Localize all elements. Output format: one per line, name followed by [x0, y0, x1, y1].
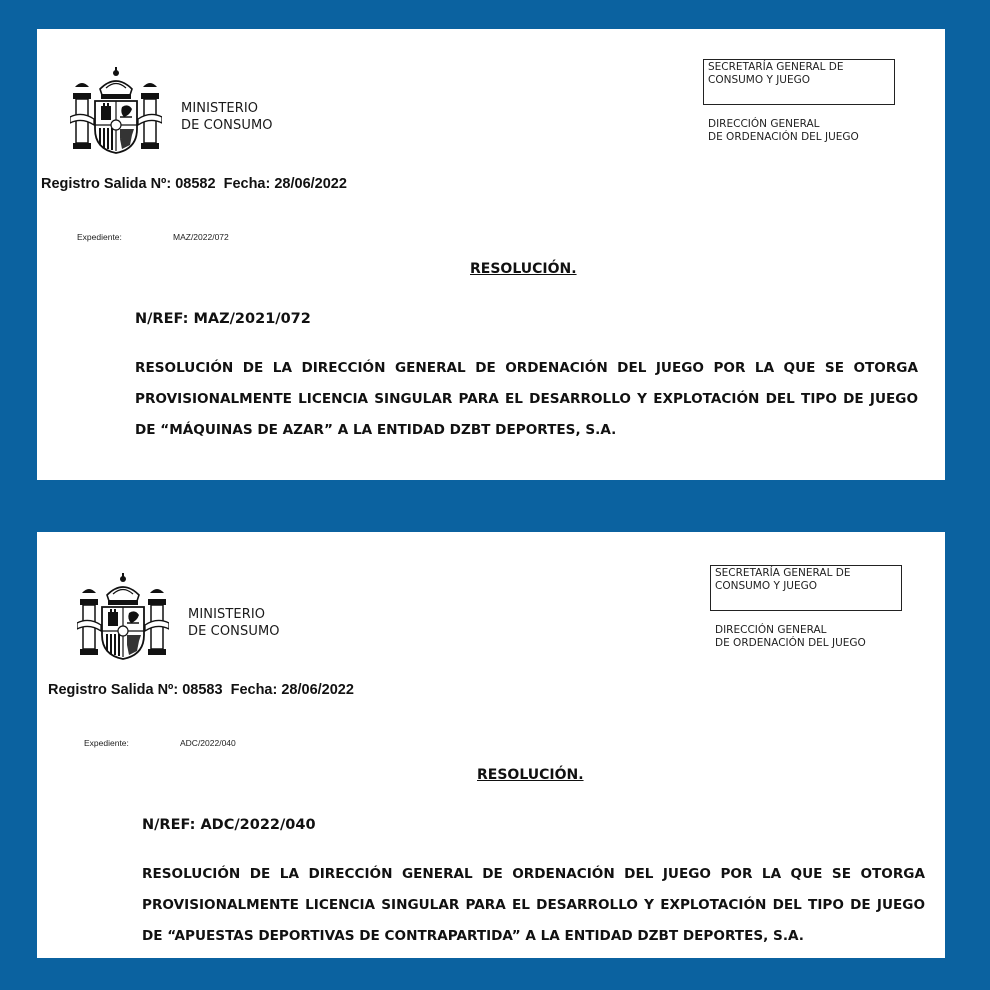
registro-salida: Registro Salida Nº: 08583 Fecha: 28/06/2022: [48, 682, 354, 698]
expediente-value: ADC/2022/040: [180, 738, 236, 748]
spain-coat-of-arms-icon: [77, 571, 169, 665]
document-panel-2: [37, 532, 945, 958]
secretaria-box: [710, 565, 902, 611]
direccion-line-2: DE ORDENACIÓN DEL JUEGO: [715, 637, 866, 649]
document-panel-1: [37, 29, 945, 480]
secretaria-box: [703, 59, 895, 105]
expediente-label: Expediente:: [84, 738, 129, 748]
direccion-line-2: DE ORDENACIÓN DEL JUEGO: [708, 131, 859, 143]
direccion-general: [715, 624, 866, 650]
resolucion-title: RESOLUCIÓN.: [477, 767, 584, 783]
direccion-line-1: DIRECCIÓN GENERAL: [715, 624, 827, 636]
expediente-value: MAZ/2022/072: [173, 232, 229, 242]
secretaria-line-2: CONSUMO Y JUEGO: [708, 74, 811, 86]
resolution-body: RESOLUCIÓN DE LA DIRECCIÓN GENERAL DE ORDENACIÓN DEL JUEGO POR LA QUE SE OTORGA PROVISIONALMENTE LICENCIA SINGULAR PARA EL DESARROLLO Y EXPLOTACIÓN DEL TIPO DE JUEGO DE “APUESTAS DEPORTIVAS DE CONTRAPARTIDA” A LA ENTIDAD DZBT DEPORTES, S.A.: [142, 866, 925, 944]
nref: N/REF: MAZ/2021/072: [135, 311, 311, 327]
direccion-line-1: DIRECCIÓN GENERAL: [708, 118, 820, 130]
spain-coat-of-arms-icon: [70, 65, 162, 159]
ministry-line-2: DE CONSUMO: [188, 624, 280, 639]
nref: N/REF: ADC/2022/040: [142, 817, 316, 833]
ministry-line-1: MINISTERIO: [181, 101, 259, 116]
registro-salida: Registro Salida Nº: 08582 Fecha: 28/06/2022: [41, 176, 347, 192]
ministry-name: [188, 606, 280, 640]
ministry-name: [181, 100, 273, 134]
ministry-line-1: MINISTERIO: [188, 607, 266, 622]
resolution-body: RESOLUCIÓN DE LA DIRECCIÓN GENERAL DE ORDENACIÓN DEL JUEGO POR LA QUE SE OTORGA PROVISIONALMENTE LICENCIA SINGULAR PARA EL DESARROLLO Y EXPLOTACIÓN DEL TIPO DE JUEGO DE “MÁQUINAS DE AZAR” A LA ENTIDAD DZBT DEPORTES, S.A.: [135, 360, 918, 438]
secretaria-line-1: SECRETARÍA GENERAL DE: [708, 61, 844, 73]
direccion-general: [708, 118, 859, 144]
expediente-label: Expediente:: [77, 232, 122, 242]
secretaria-line-1: SECRETARÍA GENERAL DE: [715, 567, 851, 579]
ministry-line-2: DE CONSUMO: [181, 118, 273, 133]
resolucion-title: RESOLUCIÓN.: [470, 261, 577, 277]
secretaria-line-2: CONSUMO Y JUEGO: [715, 580, 818, 592]
